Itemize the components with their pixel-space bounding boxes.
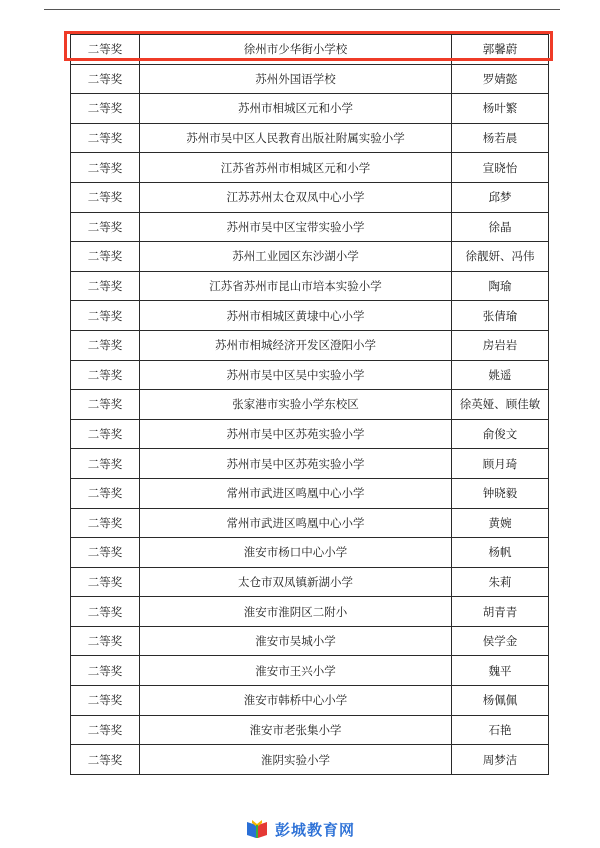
school-name-cell: 苏州市吴中区苏苑实验小学 (140, 419, 452, 449)
award-level-cell: 二等奖 (71, 360, 140, 390)
school-name-cell: 张家港市实验小学东校区 (140, 390, 452, 420)
table-row (71, 656, 549, 686)
school-name-cell: 江苏省苏州市昆山市培本实验小学 (140, 271, 452, 301)
award-level-cell: 二等奖 (71, 390, 140, 420)
winner-name-cell: 徐靓妍、冯伟 (452, 242, 549, 272)
winner-name-cell: 张倩瑜 (452, 301, 549, 331)
school-name-cell: 常州市武进区鸣凰中心小学 (140, 508, 452, 538)
table-row (71, 390, 549, 420)
winner-name-cell: 俞俊文 (452, 419, 549, 449)
award-level-cell: 二等奖 (71, 538, 140, 568)
table-row (71, 123, 549, 153)
table-row (71, 94, 549, 124)
table-row (71, 567, 549, 597)
award-level-cell: 二等奖 (71, 745, 140, 775)
award-table (70, 34, 549, 775)
award-level-cell: 二等奖 (71, 242, 140, 272)
winner-name-cell: 周梦洁 (452, 745, 549, 775)
winner-name-cell: 魏平 (452, 656, 549, 686)
school-name-cell: 江苏省苏州市相城区元和小学 (140, 153, 452, 183)
table-row (71, 686, 549, 716)
award-level-cell: 二等奖 (71, 449, 140, 479)
school-name-cell: 淮安市老张集小学 (140, 715, 452, 745)
table-row (71, 360, 549, 390)
table-row (71, 626, 549, 656)
winner-name-cell: 杨叶繁 (452, 94, 549, 124)
award-level-cell: 二等奖 (71, 301, 140, 331)
award-level-cell: 二等奖 (71, 182, 140, 212)
winner-name-cell: 罗婧懿 (452, 64, 549, 94)
award-level-cell: 二等奖 (71, 656, 140, 686)
table-row (71, 538, 549, 568)
school-name-cell: 苏州市吴中区苏苑实验小学 (140, 449, 452, 479)
table-row (71, 745, 549, 775)
school-name-cell: 苏州工业园区东沙湖小学 (140, 242, 452, 272)
winner-name-cell: 石艳 (452, 715, 549, 745)
school-name-cell: 苏州市相城区元和小学 (140, 94, 452, 124)
award-level-cell: 二等奖 (71, 153, 140, 183)
footer-logo[interactable] (0, 814, 600, 844)
school-name-cell: 淮安市韩桥中心小学 (140, 686, 452, 716)
table-row (71, 153, 549, 183)
winner-name-cell: 杨若晨 (452, 123, 549, 153)
winner-name-cell: 杨佩佩 (452, 686, 549, 716)
winner-name-cell: 宣晓怡 (452, 153, 549, 183)
school-name-cell: 淮安市淮阴区二附小 (140, 597, 452, 627)
site-name: 彭城教育网 (274, 820, 355, 839)
award-level-cell: 二等奖 (71, 626, 140, 656)
table-row (71, 64, 549, 94)
table-row (71, 419, 549, 449)
school-name-cell: 淮安市吴城小学 (140, 626, 452, 656)
award-level-cell: 二等奖 (71, 330, 140, 360)
winner-name-cell: 侯学金 (452, 626, 549, 656)
award-level-cell: 二等奖 (71, 212, 140, 242)
table-row (71, 449, 549, 479)
table-row (71, 478, 549, 508)
school-name-cell: 苏州市吴中区吴中实验小学 (140, 360, 452, 390)
award-level-cell: 二等奖 (71, 271, 140, 301)
school-name-cell: 苏州市吴中区人民教育出版社附属实验小学 (140, 123, 452, 153)
award-level-cell: 二等奖 (71, 567, 140, 597)
school-name-cell: 苏州市吴中区宝带实验小学 (140, 212, 452, 242)
school-name-cell: 苏州外国语学校 (140, 64, 452, 94)
winner-name-cell: 陶瑜 (452, 271, 549, 301)
table-row (71, 212, 549, 242)
school-name-cell: 徐州市少华街小学校 (140, 35, 452, 65)
table-row (71, 242, 549, 272)
winner-name-cell: 朱莉 (452, 567, 549, 597)
award-level-cell: 二等奖 (71, 597, 140, 627)
winner-name-cell: 胡青青 (452, 597, 549, 627)
winner-name-cell: 钟晓毅 (452, 478, 549, 508)
winner-name-cell: 徐晶 (452, 212, 549, 242)
school-name-cell: 江苏苏州太仓双凤中心小学 (140, 182, 452, 212)
award-level-cell: 二等奖 (71, 715, 140, 745)
award-level-cell: 二等奖 (71, 686, 140, 716)
school-name-cell: 淮阴实验小学 (140, 745, 452, 775)
table-row (71, 508, 549, 538)
winner-name-cell: 杨帆 (452, 538, 549, 568)
winner-name-cell: 房岩岩 (452, 330, 549, 360)
winner-name-cell: 姚遥 (452, 360, 549, 390)
school-name-cell: 淮安市杨口中心小学 (140, 538, 452, 568)
award-level-cell: 二等奖 (71, 64, 140, 94)
award-level-cell: 二等奖 (71, 35, 140, 65)
table-row (71, 597, 549, 627)
award-level-cell: 二等奖 (71, 123, 140, 153)
winner-name-cell: 郭馨蔚 (452, 35, 549, 65)
table-row (71, 271, 549, 301)
award-level-cell: 二等奖 (71, 419, 140, 449)
winner-name-cell: 顾月琦 (452, 449, 549, 479)
school-name-cell: 苏州市相城经济开发区澄阳小学 (140, 330, 452, 360)
school-name-cell: 淮安市王兴小学 (140, 656, 452, 686)
table-row (71, 35, 549, 65)
award-table-body (71, 35, 549, 775)
school-name-cell: 苏州市相城区黄埭中心小学 (140, 301, 452, 331)
award-level-cell: 二等奖 (71, 478, 140, 508)
table-row (71, 182, 549, 212)
winner-name-cell: 徐英娅、顾佳敏 (452, 390, 549, 420)
top-divider (44, 9, 560, 10)
award-level-cell: 二等奖 (71, 508, 140, 538)
award-level-cell: 二等奖 (71, 94, 140, 124)
winner-name-cell: 黄婉 (452, 508, 549, 538)
school-name-cell: 太仓市双凤镇新湖小学 (140, 567, 452, 597)
table-row (71, 330, 549, 360)
book-logo-icon (245, 818, 269, 840)
school-name-cell: 常州市武进区鸣凰中心小学 (140, 478, 452, 508)
table-row (71, 715, 549, 745)
winner-name-cell: 邱梦 (452, 182, 549, 212)
table-row (71, 301, 549, 331)
